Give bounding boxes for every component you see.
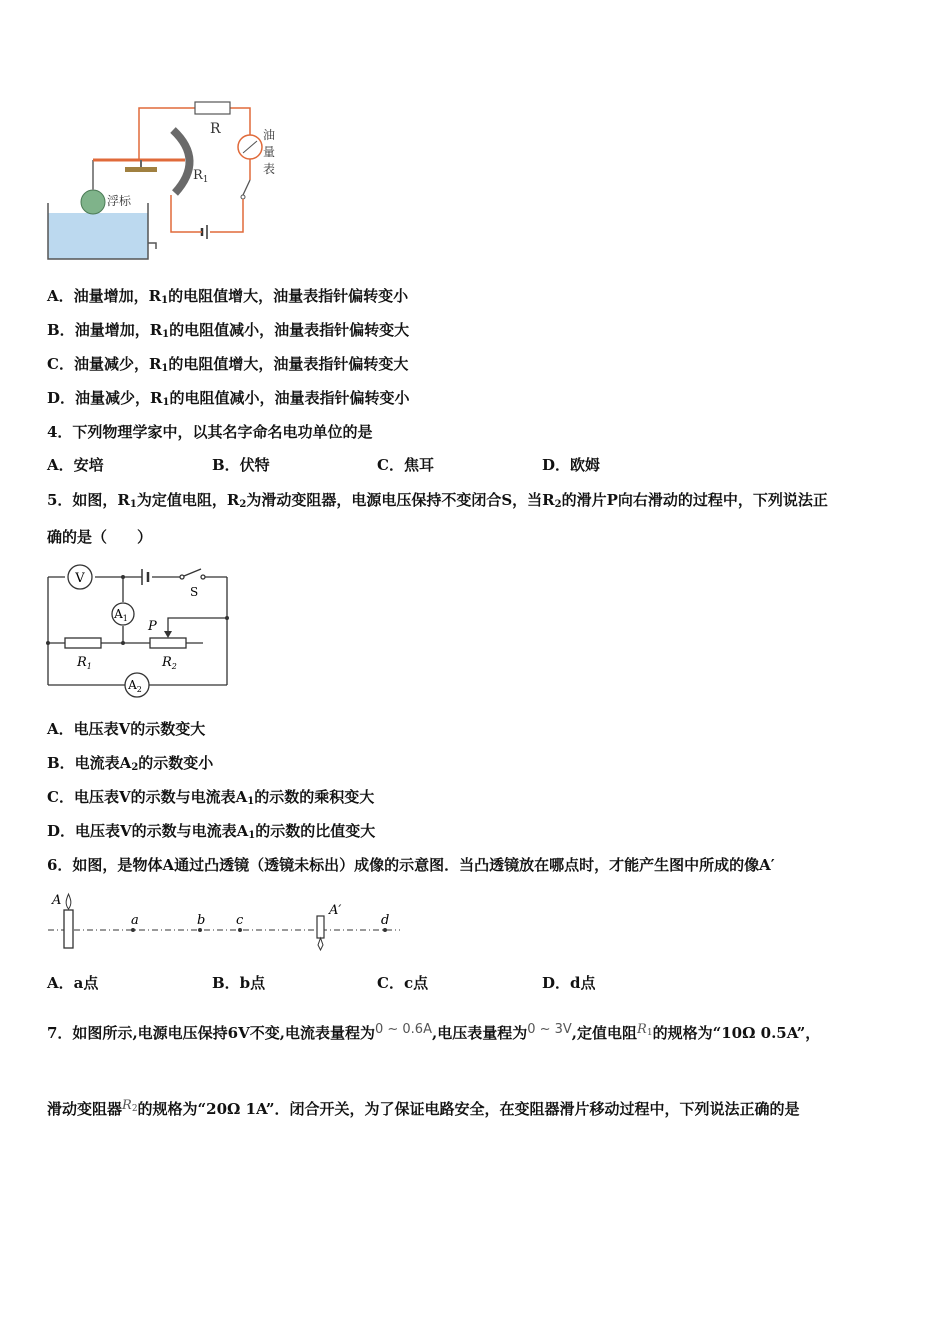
label-R1: $R_1$ <box>193 168 209 185</box>
ammeter-range: 0 ~ 0.6A <box>374 1022 432 1037</box>
point-b: b <box>197 913 206 928</box>
label-P: P <box>148 619 157 634</box>
label-A1: $A_1$ <box>114 607 128 623</box>
q5-option-c[interactable]: C．电压表V的示数与电流表$A_1$的示数的乘积变大 <box>47 788 375 807</box>
q6-stem: 6．如图，是物体A通过凸透镜（透镜未标出）成像的示意图．当凸透镜放在哪点时，才能产生图中所成的像A′ <box>47 856 775 874</box>
q5-option-a[interactable]: A．电压表V的示数变大 <box>47 720 206 738</box>
q5-circuit-figure <box>45 560 235 700</box>
q3-option-b[interactable]: B．油量增加，$R_1$的电阻值减小，油量表指针偏转变大 <box>47 321 410 340</box>
label-V: V <box>75 571 85 586</box>
point-d: d <box>381 913 390 928</box>
q7-stem-line2: 滑动变阻器$R^2$的规格为“20Ω 1A”．闭合开关，为了保证电路安全，在变阻器滑片移动过程中，下列说法正确的是 <box>47 1098 800 1118</box>
oil-gauge-figure <box>45 95 295 270</box>
q5-option-d[interactable]: D．电压表V的示数与电流表$A_1$的示数的比值变大 <box>47 822 376 841</box>
q4-option-c[interactable]: C．焦耳 <box>377 456 434 474</box>
point-a: a <box>131 913 139 928</box>
oil-tank-liquid <box>48 213 148 259</box>
resistor-R1 <box>65 638 101 648</box>
label-R: R <box>210 121 221 137</box>
candle-image <box>317 916 324 938</box>
q3-option-a[interactable]: A．油量增加，$R_1$的电阻值增大，油量表指针偏转变小 <box>47 287 409 306</box>
q7-stem-line1: 7．如图所示,电源电压保持6V不变,电流表量程为0 ~ 0.6A,电压表量程为0 ~ 3V,定值电阻$R^1$的规格为“10Ω 0.5A”， <box>47 1022 821 1042</box>
q6-option-c[interactable]: C．c点 <box>377 974 429 992</box>
q4-option-a[interactable]: A．安培 <box>47 456 104 474</box>
candle-object <box>64 910 73 948</box>
label-R2: $R_2$ <box>162 655 177 671</box>
q5-option-b[interactable]: B．电流表$A_2$的示数变小 <box>47 754 214 773</box>
voltmeter-range: 0 ~ 3V <box>527 1022 572 1037</box>
q4-option-b[interactable]: B．伏特 <box>212 456 270 474</box>
float-ball <box>81 190 105 214</box>
label-oil-meter: 油 量 表 <box>263 128 276 176</box>
label-R1: $R_1$ <box>77 655 92 671</box>
q6-option-d[interactable]: D．d点 <box>542 974 596 992</box>
label-float: 浮标 <box>107 194 132 208</box>
q5-stem-line2: 确的是（ ） <box>47 528 153 546</box>
label-A-image: A′ <box>329 903 342 918</box>
label-A2: $A_2$ <box>128 678 142 694</box>
q6-optics-figure <box>45 888 405 953</box>
q4-option-d[interactable]: D．欧姆 <box>542 456 601 474</box>
q6-option-a[interactable]: A．a点 <box>47 974 99 992</box>
q3-option-d[interactable]: D．油量减少，$R_1$的电阻值减小，油量表指针偏转变小 <box>47 389 410 408</box>
rheostat-R2 <box>150 638 186 648</box>
q3-option-c[interactable]: C．油量减少，$R_1$的电阻值增大，油量表指针偏转变大 <box>47 355 409 374</box>
label-A: A <box>52 893 62 908</box>
q5-stem-line1: 5．如图，$R_1$为定值电阻，$R_2$为滑动变阻器，电源电压保持不变闭合S，当$R_2$的滑片P向右滑动的过程中，下列说法正 <box>47 491 828 510</box>
label-S: S <box>190 585 199 599</box>
resistor-R <box>195 102 230 114</box>
q4-stem: 4．下列物理学家中，以其名字命名电功单位的是 <box>47 423 373 441</box>
point-c: c <box>236 913 244 928</box>
q6-option-b[interactable]: B．b点 <box>212 974 266 992</box>
